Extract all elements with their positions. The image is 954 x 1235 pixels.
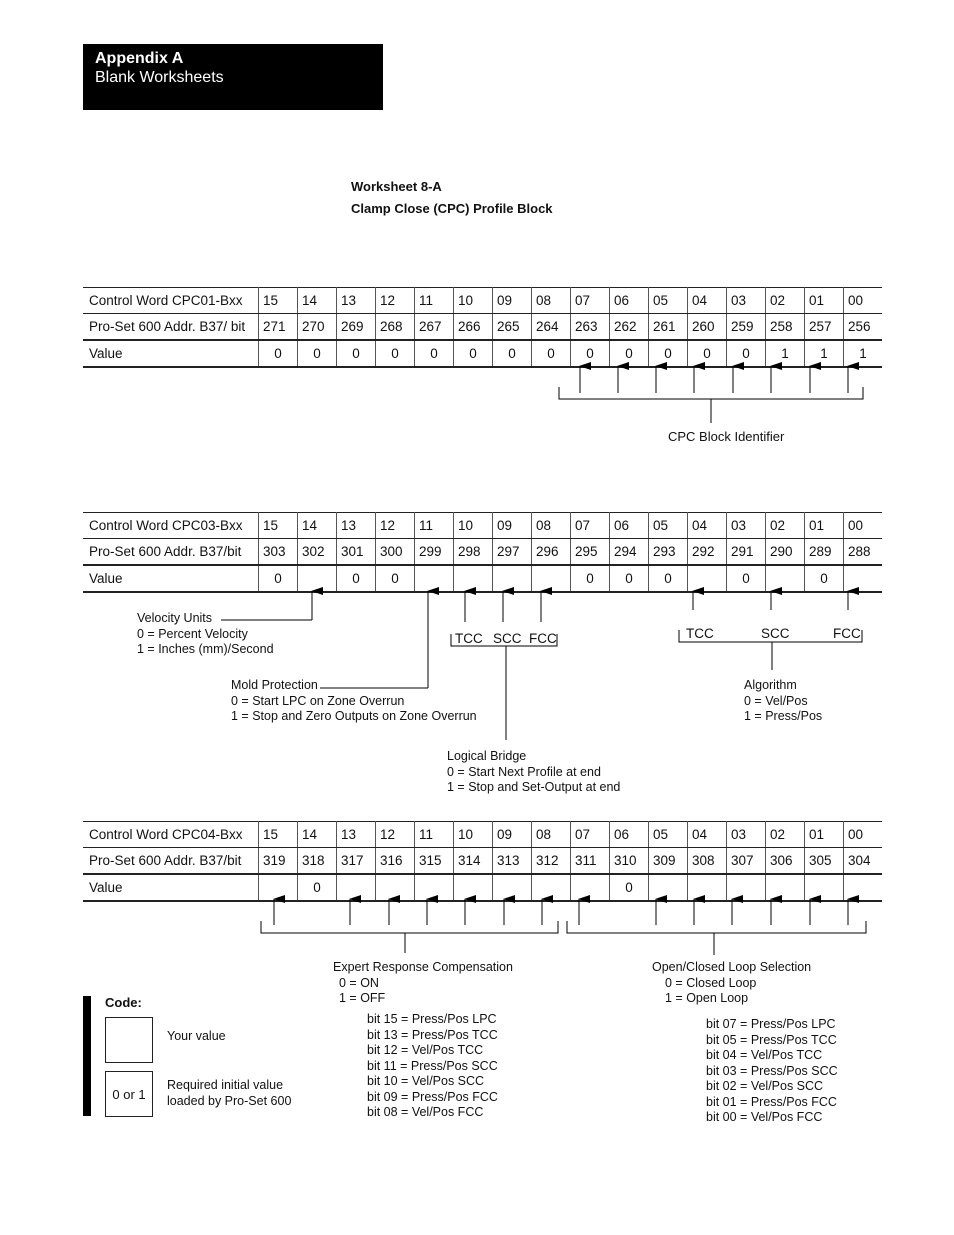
bit-number-cell: 00	[844, 822, 883, 848]
address-cell: 297	[493, 539, 532, 566]
zone-label-tcc-right: TCC	[686, 626, 714, 641]
value-cell[interactable]: 0	[727, 565, 766, 592]
address-cell: 293	[649, 539, 688, 566]
value-cell[interactable]: 0	[493, 340, 532, 367]
cpc01-arrows	[580, 366, 848, 393]
address-cell: 315	[415, 848, 454, 875]
value-cell[interactable]: 0	[649, 565, 688, 592]
address-cell: 310	[610, 848, 649, 875]
value-cell[interactable]: 0	[610, 874, 649, 901]
address-row-label: Pro-Set 600 Addr. B37/ bit	[83, 314, 259, 341]
bit-number-cell: 03	[727, 513, 766, 539]
value-cell[interactable]: 0	[532, 340, 571, 367]
address-cell: 268	[376, 314, 415, 341]
bit-number-cell: 06	[610, 288, 649, 314]
address-cell: 309	[649, 848, 688, 875]
address-cell: 306	[766, 848, 805, 875]
address-cell: 318	[298, 848, 337, 875]
code-legend-title: Code:	[105, 995, 142, 1010]
bit-number-cell: 09	[493, 822, 532, 848]
bit-number-cell: 09	[493, 288, 532, 314]
address-cell: 314	[454, 848, 493, 875]
address-cell: 307	[727, 848, 766, 875]
address-cell: 294	[610, 539, 649, 566]
initial-value-label: Required initial value loaded by Pro-Set 600	[167, 1078, 292, 1108]
address-cell: 266	[454, 314, 493, 341]
value-cell[interactable]: 1	[766, 340, 805, 367]
address-cell: 305	[805, 848, 844, 875]
value-cell[interactable]: 0	[259, 340, 298, 367]
value-row-label: Value	[83, 565, 259, 592]
bit-number-cell: 00	[844, 288, 883, 314]
initial-value-box: 0 or 1	[105, 1071, 153, 1117]
your-value-box	[105, 1017, 153, 1063]
bit-number-cell: 14	[298, 822, 337, 848]
bit-number-cell: 04	[688, 288, 727, 314]
loop-bits-list: bit 07 = Press/Pos LPC bit 05 = Press/Pos TCC bit 04 = Vel/Pos TCC bit 03 = Press/Pos SCC bit 02 = Vel/Pos SCC bit 01 = Press/Pos FCC bit 00 = Vel/Pos FCC	[706, 1017, 838, 1124]
address-cell: 262	[610, 314, 649, 341]
bit-number-cell: 13	[337, 822, 376, 848]
bit-number-cell: 01	[805, 513, 844, 539]
zone-label-tcc-left: TCC	[455, 631, 483, 646]
loop-selection-note: Open/Closed Loop Selection 0 = Closed Loop 1 = Open Loop	[652, 960, 812, 1005]
bit-number-row-label: Control Word CPC01-Bxx	[83, 288, 259, 314]
address-cell: 317	[337, 848, 376, 875]
bit-number-cell: 08	[532, 822, 571, 848]
bit-number-cell: 07	[571, 513, 610, 539]
bit-number-cell: 13	[337, 513, 376, 539]
address-cell: 258	[766, 314, 805, 341]
bit-number-cell: 02	[766, 513, 805, 539]
bit-number-cell: 04	[688, 822, 727, 848]
value-cell[interactable]: 0	[298, 874, 337, 901]
bit-number-cell: 05	[649, 288, 688, 314]
bit-number-cell: 03	[727, 822, 766, 848]
bit-number-cell: 10	[454, 288, 493, 314]
address-cell: 259	[727, 314, 766, 341]
address-cell: 270	[298, 314, 337, 341]
value-cell[interactable]: 0	[454, 340, 493, 367]
bit-number-cell: 15	[259, 513, 298, 539]
address-cell: 301	[337, 539, 376, 566]
bit-number-cell: 08	[532, 513, 571, 539]
bit-number-row-label: Control Word CPC03-Bxx	[83, 513, 259, 539]
bit-number-cell: 12	[376, 513, 415, 539]
bit-number-cell: 02	[766, 822, 805, 848]
address-cell: 264	[532, 314, 571, 341]
zone-label-fcc-left: FCC	[529, 631, 557, 646]
value-cell[interactable]: 1	[844, 340, 883, 367]
bit-number-cell: 10	[454, 822, 493, 848]
bit-number-cell: 14	[298, 288, 337, 314]
address-cell: 296	[532, 539, 571, 566]
address-cell: 292	[688, 539, 727, 566]
bit-number-cell: 07	[571, 288, 610, 314]
value-cell[interactable]: 0	[337, 565, 376, 592]
bit-number-cell: 02	[766, 288, 805, 314]
address-cell: 261	[649, 314, 688, 341]
address-cell: 312	[532, 848, 571, 875]
address-cell: 260	[688, 314, 727, 341]
value-cell[interactable]: 1	[805, 340, 844, 367]
address-cell: 267	[415, 314, 454, 341]
worksheet-number: Worksheet 8-A	[351, 179, 442, 194]
bit-number-cell: 03	[727, 288, 766, 314]
address-cell: 311	[571, 848, 610, 875]
bit-number-cell: 09	[493, 513, 532, 539]
zone-label-scc-left: SCC	[493, 631, 522, 646]
address-cell: 256	[844, 314, 883, 341]
bit-number-cell: 05	[649, 513, 688, 539]
value-cell[interactable]: 0	[610, 340, 649, 367]
value-cell[interactable]: 0	[337, 340, 376, 367]
address-cell: 257	[805, 314, 844, 341]
bit-number-cell: 14	[298, 513, 337, 539]
bit-number-cell: 11	[415, 288, 454, 314]
expert-bits-list: bit 15 = Press/Pos LPC bit 13 = Press/Pos TCC bit 12 = Vel/Pos TCC bit 11 = Press/Pos SCC bit 10 = Vel/Pos SCC bit 09 = Press/Pos FCC bit 08 = Vel/Pos FCC	[367, 1012, 498, 1119]
value-cell[interactable]: 0	[259, 565, 298, 592]
bit-number-cell: 06	[610, 822, 649, 848]
address-cell: 308	[688, 848, 727, 875]
address-cell: 289	[805, 539, 844, 566]
value-cell[interactable]: 0	[649, 340, 688, 367]
address-cell: 300	[376, 539, 415, 566]
address-cell: 299	[415, 539, 454, 566]
address-cell: 319	[259, 848, 298, 875]
bit-number-cell: 15	[259, 822, 298, 848]
value-cell[interactable]: 0	[571, 565, 610, 592]
bit-number-cell: 04	[688, 513, 727, 539]
address-cell: 288	[844, 539, 883, 566]
address-cell: 303	[259, 539, 298, 566]
address-cell: 302	[298, 539, 337, 566]
value-cell[interactable]: 0	[727, 340, 766, 367]
bit-number-cell: 12	[376, 288, 415, 314]
bit-number-cell: 15	[259, 288, 298, 314]
value-cell[interactable]: 0	[571, 340, 610, 367]
mold-protection-note: Mold Protection 0 = Start LPC on Zone Overrun 1 = Stop and Zero Outputs on Zone Overrun	[231, 678, 477, 723]
value-cell[interactable]: 0	[610, 565, 649, 592]
value-row-label: Value	[83, 340, 259, 367]
bit-number-cell: 05	[649, 822, 688, 848]
bit-number-cell: 00	[844, 513, 883, 539]
bit-number-cell: 07	[571, 822, 610, 848]
bit-number-cell: 11	[415, 822, 454, 848]
zone-label-fcc-right: FCC	[833, 626, 861, 641]
value-cell[interactable]: 0	[376, 340, 415, 367]
velocity-units-note: Velocity Units 0 = Percent Velocity 1 = Inches (mm)/Second	[137, 611, 274, 656]
logical-bridge-note: Logical Bridge 0 = Start Next Profile at end 1 = Stop and Set-Output at end	[447, 749, 621, 794]
address-cell: 298	[454, 539, 493, 566]
bit-number-cell: 11	[415, 513, 454, 539]
address-row-label: Pro-Set 600 Addr. B37/bit	[83, 539, 259, 566]
address-cell: 291	[727, 539, 766, 566]
value-row-label: Value	[83, 874, 259, 901]
bit-number-cell: 01	[805, 822, 844, 848]
value-cell[interactable]: 0	[376, 565, 415, 592]
appendix-subtitle: Blank Worksheets	[95, 69, 224, 86]
address-cell: 263	[571, 314, 610, 341]
code-legend-bar	[83, 996, 91, 1116]
bit-number-cell: 01	[805, 288, 844, 314]
address-cell: 304	[844, 848, 883, 875]
worksheet-title: Clamp Close (CPC) Profile Block	[351, 201, 553, 216]
algorithm-note: Algorithm 0 = Vel/Pos 1 = Press/Pos	[744, 678, 823, 723]
address-cell: 316	[376, 848, 415, 875]
address-cell: 271	[259, 314, 298, 341]
value-cell[interactable]: 0	[805, 565, 844, 592]
bit-number-cell: 12	[376, 822, 415, 848]
bit-number-row-label: Control Word CPC04-Bxx	[83, 822, 259, 848]
value-cell[interactable]: 0	[298, 340, 337, 367]
address-cell: 265	[493, 314, 532, 341]
address-cell: 295	[571, 539, 610, 566]
bit-number-cell: 13	[337, 288, 376, 314]
bit-number-cell: 06	[610, 513, 649, 539]
address-row-label: Pro-Set 600 Addr. B37/bit	[83, 848, 259, 875]
cpc-block-identifier-label: CPC Block Identifier	[668, 429, 785, 444]
value-cell[interactable]: 0	[415, 340, 454, 367]
bit-number-cell: 08	[532, 288, 571, 314]
address-cell: 290	[766, 539, 805, 566]
appendix-title: Appendix A	[95, 50, 184, 67]
address-cell: 313	[493, 848, 532, 875]
bit-number-cell: 10	[454, 513, 493, 539]
expert-response-note: Expert Response Compensation 0 = ON 1 = OFF	[333, 960, 513, 1005]
your-value-label: Your value	[167, 1029, 226, 1043]
value-cell[interactable]: 0	[688, 340, 727, 367]
zone-label-scc-right: SCC	[761, 626, 790, 641]
address-cell: 269	[337, 314, 376, 341]
